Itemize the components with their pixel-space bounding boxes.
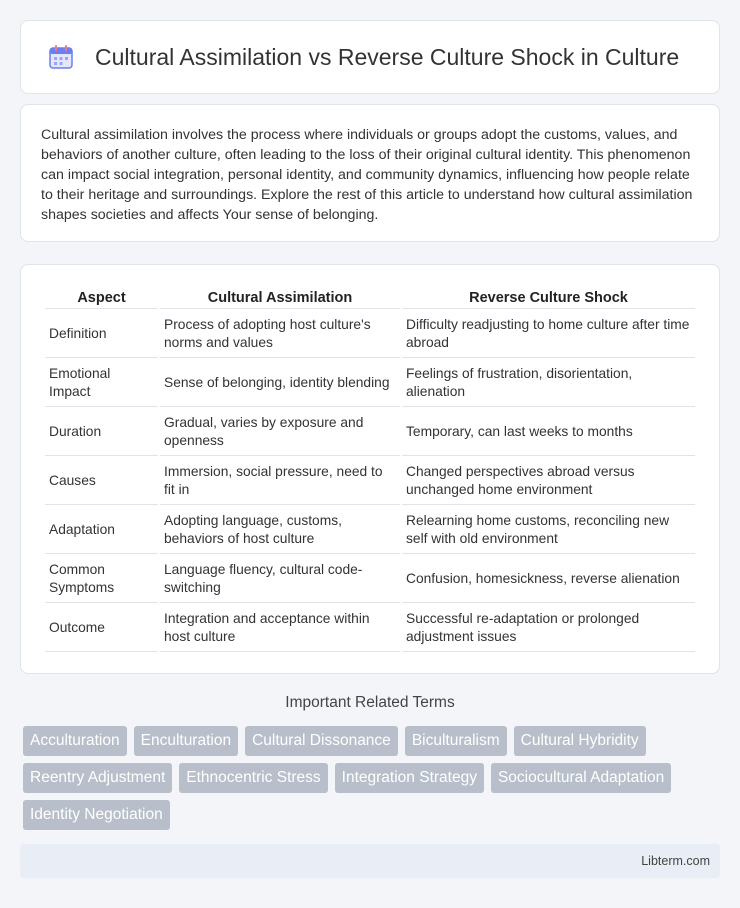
intro-paragraph: Cultural assimilation involves the process where individuals or groups adopt the customs, values, and behaviors of another culture, often leading to the loss of their original cultural identity. This phenomenon can impact social integration, personal identity, and community dynamics, influencing how people relate to their heritage and surroundings. Explore the rest of this article to understand how cultural assimilation shapes societies and affects Your sense of belonging. — [41, 127, 693, 223]
related-term-tag[interactable]: Sociocultural Adaptation — [491, 763, 671, 793]
row-reverse-shock-cell: Difficulty readjusting to home culture after time abroad — [402, 311, 695, 358]
intro-card — [20, 104, 720, 242]
table-row — [45, 605, 695, 652]
row-assimilation-cell: Gradual, varies by exposure and openness — [160, 409, 400, 456]
table-row — [45, 507, 695, 554]
row-assimilation-cell: Immersion, social pressure, need to fit in — [160, 458, 400, 505]
related-term-tag[interactable]: Cultural Dissonance — [245, 726, 398, 756]
row-aspect: Common Symptoms — [45, 556, 158, 603]
header-cultural-assimilation: Cultural Assimilation — [160, 287, 400, 309]
row-aspect: Causes — [45, 458, 158, 505]
table-row — [45, 360, 695, 407]
row-assimilation-cell: Integration and acceptance within host culture — [160, 605, 400, 652]
header-reverse-culture-shock: Reverse Culture Shock — [402, 287, 695, 309]
row-reverse-shock-cell: Confusion, homesickness, reverse alienation — [402, 556, 695, 603]
related-term-tag[interactable]: Identity Negotiation — [23, 800, 170, 830]
related-term-tag[interactable]: Biculturalism — [405, 726, 507, 756]
table-row — [45, 311, 695, 358]
header-card — [20, 20, 720, 94]
page-title: Cultural Assimilation vs Reverse Culture Shock in Culture — [95, 43, 680, 70]
footer — [20, 844, 720, 878]
row-aspect: Definition — [45, 311, 158, 358]
comparison-table-card — [20, 264, 720, 674]
calendar-icon — [47, 43, 75, 71]
footer-site-link[interactable]: Libterm.com — [641, 854, 710, 868]
row-reverse-shock-cell: Feelings of frustration, disorientation, alienation — [402, 360, 695, 407]
row-reverse-shock-cell: Relearning home customs, reconciling new self with old environment — [402, 507, 695, 554]
related-term-tag[interactable]: Ethnocentric Stress — [179, 763, 327, 793]
row-reverse-shock-cell: Successful re-adaptation or prolonged adjustment issues — [402, 605, 695, 652]
related-terms-list — [23, 726, 723, 830]
row-aspect: Adaptation — [45, 507, 158, 554]
row-aspect: Duration — [45, 409, 158, 456]
related-term-tag[interactable]: Acculturation — [23, 726, 127, 756]
table-row — [45, 458, 695, 505]
table-row — [45, 409, 695, 456]
table-header-row — [45, 287, 695, 309]
comparison-table — [43, 285, 697, 654]
row-aspect: Outcome — [45, 605, 158, 652]
row-reverse-shock-cell: Changed perspectives abroad versus unchanged home environment — [402, 458, 695, 505]
related-term-tag[interactable]: Cultural Hybridity — [514, 726, 646, 756]
related-term-tag[interactable]: Reentry Adjustment — [23, 763, 172, 793]
row-assimilation-cell: Adopting language, customs, behaviors of host culture — [160, 507, 400, 554]
related-term-tag[interactable]: Enculturation — [134, 726, 238, 756]
table-row — [45, 556, 695, 603]
header-aspect: Aspect — [45, 287, 158, 309]
row-aspect: Emotional Impact — [45, 360, 158, 407]
row-reverse-shock-cell: Temporary, can last weeks to months — [402, 409, 695, 456]
row-assimilation-cell: Language fluency, cultural code-switching — [160, 556, 400, 603]
related-terms-title: Important Related Terms — [285, 694, 455, 711]
related-term-tag[interactable]: Integration Strategy — [335, 763, 484, 793]
row-assimilation-cell: Process of adopting host culture's norms and values — [160, 311, 400, 358]
row-assimilation-cell: Sense of belonging, identity blending — [160, 360, 400, 407]
